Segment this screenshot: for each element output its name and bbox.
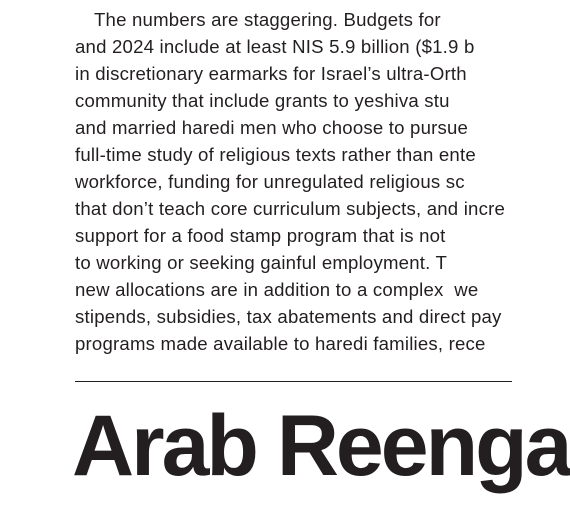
article-body — [75, 6, 512, 357]
paragraph-line: full-time study of religious texts rather than ente — [75, 144, 476, 165]
section-heading: Arab Reenga — [72, 398, 570, 494]
paragraph-line: The numbers are staggering. Budgets for — [94, 9, 441, 30]
paragraph-line: to working or seeking gainful employment. T — [75, 252, 448, 273]
paragraph-line: new allocations are in addition to a complex we — [75, 279, 479, 300]
section-divider — [75, 381, 512, 382]
paragraph-line: programs made available to haredi families, rece — [75, 333, 486, 354]
paragraph-line: that don’t teach core curriculum subjects, and incre — [75, 198, 506, 219]
paragraph-line: in discretionary earmarks for Israel’s ultra-Orth — [75, 63, 467, 84]
paragraph-line: and 2024 include at least NIS 5.9 billion ($1.9 b — [75, 36, 475, 57]
paragraph-line: workforce, funding for unregulated religious sc — [75, 171, 465, 192]
paragraph-line: and married haredi men who choose to pursue — [75, 117, 469, 138]
paragraph-line: support for a food stamp program that is not — [75, 225, 446, 246]
paragraph-line: stipends, subsidies, tax abatements and direct pay — [75, 306, 502, 327]
paragraph-line: community that include grants to yeshiva stu — [75, 90, 450, 111]
